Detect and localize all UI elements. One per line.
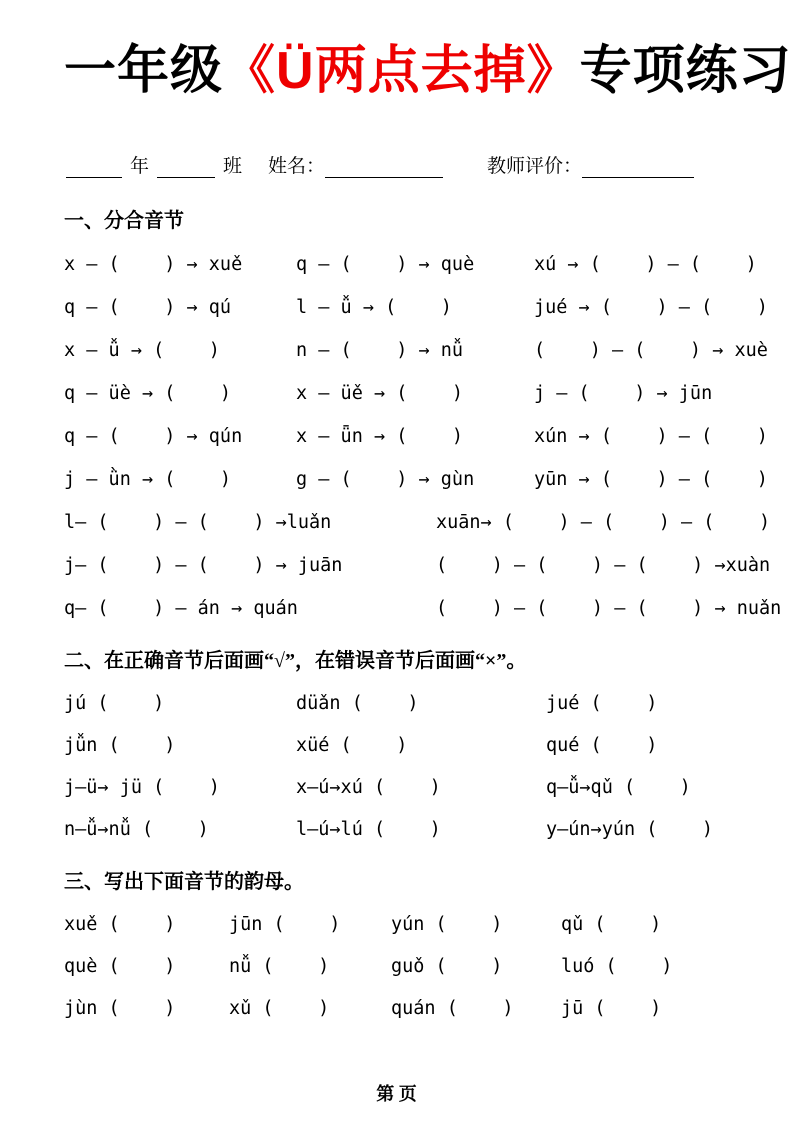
pinyin-exercise: x — ǚ → ( ): [64, 339, 220, 361]
s3-row: [64, 946, 735, 988]
pinyin-exercise: j — ( ) → jūn: [534, 382, 713, 404]
pinyin-exercise: q — ( ) → què: [296, 253, 475, 275]
s1-row: [64, 329, 768, 372]
pinyin-exercise: l — ǚ → ( ): [296, 296, 452, 318]
final-item: jùn ( ): [64, 998, 176, 1020]
s1-row: [64, 544, 771, 587]
section3-heading: 三、写出下面音节的韵母。: [64, 870, 304, 893]
pinyin-exercise: q— ( ) — án → quán: [64, 597, 298, 619]
pinyin-exercise: ( ) — ( ) — ( ) → nuǎn: [436, 597, 782, 619]
final-item: jūn ( ): [229, 914, 341, 936]
final-item: nǚ ( ): [229, 956, 330, 978]
pinyin-exercise: xuān→ ( ) — ( ) — ( ): [436, 511, 771, 533]
final-item: xuě ( ): [64, 914, 176, 936]
s1-row: [64, 372, 735, 415]
pinyin-exercise: l— ( ) — ( ) →luǎn: [64, 511, 332, 533]
class-blank: [157, 157, 215, 178]
pinyin-exercise: q — ( ) → qú: [64, 296, 232, 318]
title-prefix: 一年级: [64, 42, 224, 100]
judge-item: j—ü→ jü ( ): [64, 777, 220, 799]
pinyin-exercise: q — ( ) → qún: [64, 425, 243, 447]
pinyin-exercise: xún → ( ) — ( ): [534, 425, 768, 447]
pinyin-exercise: x — ( ) → xuě: [64, 253, 243, 275]
s3-row: [64, 904, 735, 946]
s1-row: [64, 501, 771, 544]
name-blank: [325, 157, 443, 178]
teacher-label: 教师评价：: [487, 155, 583, 177]
page-title: [64, 42, 792, 102]
final-item: guǒ ( ): [391, 956, 503, 978]
s1-row: [64, 587, 782, 630]
page-number-footer: 第 页: [376, 1084, 417, 1104]
final-item: xǔ ( ): [229, 998, 330, 1020]
final-item: qǔ ( ): [561, 914, 662, 936]
student-info-line: [66, 148, 735, 178]
year-blank: [66, 157, 122, 178]
pinyin-exercise: x — ǖn → ( ): [296, 425, 464, 447]
pinyin-exercise: jué → ( ) — ( ): [534, 296, 768, 318]
title-highlight: 《Ü两点去掉》: [223, 42, 580, 100]
pinyin-exercise: ( ) — ( ) → xuè: [534, 339, 768, 361]
section2-heading: 二、在正确音节后面画“√”，在错误音节后面画“×”。: [64, 649, 527, 672]
class-label: 班: [223, 155, 243, 177]
pinyin-exercise: n — ( ) → nǚ: [296, 339, 464, 361]
final-item: quán ( ): [391, 998, 514, 1020]
pinyin-exercise: yūn → ( ) — ( ): [534, 468, 768, 490]
s3-row: [64, 988, 735, 1030]
s1-row: [64, 458, 768, 501]
pinyin-exercise: g — ( ) → gùn: [296, 468, 475, 490]
year-label: 年: [130, 155, 150, 177]
s1-row: [64, 286, 768, 329]
s2-row: [64, 683, 735, 725]
judge-item: jué ( ): [546, 693, 658, 715]
judge-item: x—ú→xú ( ): [296, 777, 441, 799]
final-item: yún ( ): [391, 914, 503, 936]
teacher-blank: [582, 157, 694, 178]
pinyin-exercise: xú → ( ) — ( ): [534, 253, 757, 275]
final-item: jū ( ): [561, 998, 662, 1020]
final-item: luó ( ): [561, 956, 673, 978]
name-label: 姓名：: [268, 155, 326, 177]
section1-heading: 一、分合音节: [64, 209, 184, 232]
final-item: què ( ): [64, 956, 176, 978]
judge-item: l—ú→lú ( ): [296, 819, 441, 841]
pinyin-exercise: j — ǜn → ( ): [64, 468, 232, 490]
judge-item: q—ǚ→qǔ ( ): [546, 777, 691, 799]
pinyin-exercise: ( ) — ( ) — ( ) →xuàn: [436, 554, 771, 576]
pinyin-exercise: j— ( ) — ( ) → juān: [64, 554, 343, 576]
judge-item: düǎn ( ): [296, 693, 419, 715]
pinyin-exercise: x — üě → ( ): [296, 382, 464, 404]
judge-item: jǚn ( ): [64, 735, 176, 757]
judge-item: y—ún→yún ( ): [546, 819, 714, 841]
s1-row: [64, 243, 757, 286]
s1-row: [64, 415, 768, 458]
pinyin-exercise: q — üè → ( ): [64, 382, 232, 404]
judge-item: jú ( ): [64, 693, 165, 715]
title-suffix: 专项练习: [579, 42, 792, 100]
judge-item: qué ( ): [546, 735, 658, 757]
s2-row: [64, 809, 735, 851]
s2-row: [64, 725, 735, 767]
s2-row: [64, 767, 735, 809]
judge-item: n—ǚ→nǚ ( ): [64, 819, 209, 841]
judge-item: xüé ( ): [296, 735, 408, 757]
